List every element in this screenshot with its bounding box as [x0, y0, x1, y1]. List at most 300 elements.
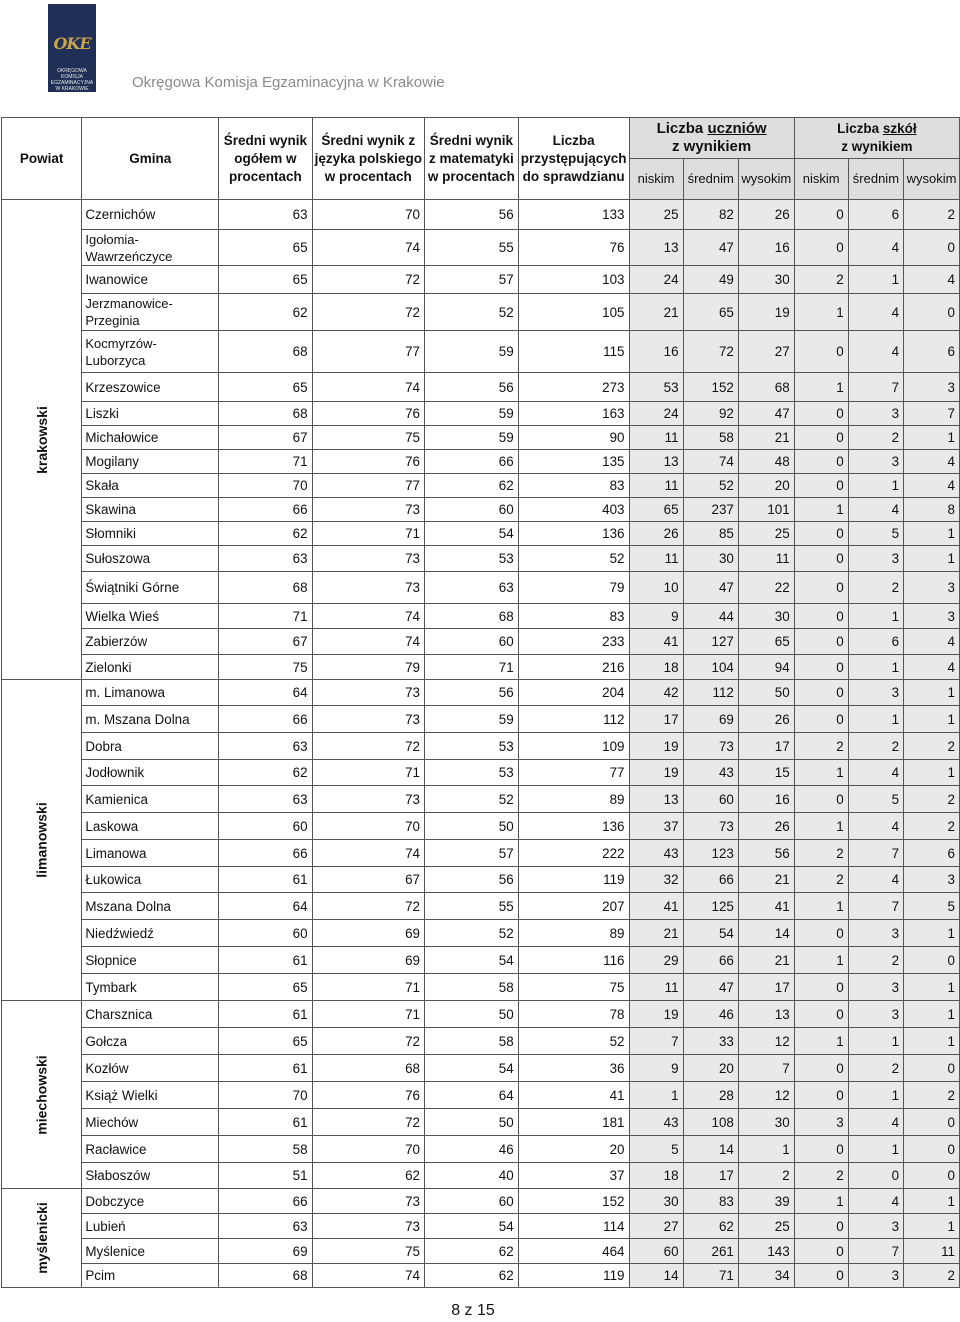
value-cell: 71 [312, 522, 424, 546]
value-cell: 69 [683, 706, 738, 733]
value-cell: 15 [738, 760, 794, 786]
value-cell: 72 [312, 266, 424, 294]
value-cell: 125 [683, 893, 738, 920]
value-cell: 69 [219, 1239, 312, 1264]
table-row [2, 786, 960, 813]
value-cell: 71 [312, 760, 424, 786]
value-cell: 60 [219, 920, 312, 947]
value-cell: 16 [629, 331, 683, 373]
value-cell: 69 [312, 947, 424, 974]
value-cell: 3 [848, 1264, 903, 1288]
value-cell: 3 [848, 450, 903, 474]
value-cell: 216 [518, 655, 629, 680]
value-cell: 136 [518, 813, 629, 840]
value-cell: 0 [794, 1264, 848, 1288]
header-students-group [629, 118, 794, 159]
value-cell: 11 [629, 546, 683, 572]
table-row [2, 629, 960, 655]
value-cell: 68 [738, 373, 794, 402]
value-cell: 34 [738, 1264, 794, 1288]
gmina-name [82, 920, 219, 947]
value-cell: 2 [904, 1264, 960, 1288]
powiat-cell [2, 1001, 82, 1189]
value-cell: 54 [425, 1055, 519, 1082]
value-cell: 72 [312, 1028, 424, 1055]
gmina-name-part: Jerzmanowice- [85, 296, 173, 311]
value-cell: 30 [738, 266, 794, 294]
value-cell: 9 [629, 604, 683, 629]
value-cell: 60 [219, 813, 312, 840]
value-cell: 4 [848, 498, 903, 522]
value-cell: 7 [738, 1055, 794, 1082]
table-row [2, 1264, 960, 1288]
value-cell: 7 [629, 1028, 683, 1055]
value-cell: 48 [738, 450, 794, 474]
value-cell: 2 [904, 733, 960, 760]
gmina-name [82, 840, 219, 867]
value-cell: 11 [738, 546, 794, 572]
value-cell: 5 [848, 522, 903, 546]
value-cell: 12 [738, 1028, 794, 1055]
value-cell: 56 [425, 373, 519, 402]
value-cell: 1 [848, 474, 903, 498]
students-group-underlined: uczniów [707, 120, 767, 137]
gmina-name [82, 706, 219, 733]
value-cell: 119 [518, 1264, 629, 1288]
value-cell: 20 [738, 474, 794, 498]
value-cell: 71 [219, 450, 312, 474]
value-cell: 66 [219, 498, 312, 522]
value-cell: 72 [312, 733, 424, 760]
value-cell: 1 [848, 706, 903, 733]
gmina-name-part: Pcim [85, 1268, 116, 1283]
value-cell: 82 [683, 200, 738, 230]
value-cell: 63 [425, 572, 519, 604]
value-cell: 75 [219, 655, 312, 680]
value-cell: 73 [312, 572, 424, 604]
value-cell: 1 [904, 522, 960, 546]
value-cell: 7 [848, 1239, 903, 1264]
value-cell: 20 [518, 1136, 629, 1163]
value-cell: 65 [219, 230, 312, 266]
value-cell: 1 [904, 680, 960, 706]
value-cell: 1 [904, 1214, 960, 1239]
value-cell: 50 [738, 680, 794, 706]
value-cell: 3 [904, 572, 960, 604]
gmina-name [82, 474, 219, 498]
value-cell: 62 [219, 760, 312, 786]
value-cell: 62 [425, 1239, 519, 1264]
value-cell: 54 [425, 1214, 519, 1239]
value-cell: 2 [848, 572, 903, 604]
value-cell: 59 [425, 402, 519, 426]
gmina-name [82, 450, 219, 474]
gmina-name [82, 1136, 219, 1163]
value-cell: 4 [848, 1189, 903, 1214]
value-cell: 0 [794, 474, 848, 498]
value-cell: 0 [794, 920, 848, 947]
header-schools-group [794, 118, 959, 159]
value-cell: 72 [312, 294, 424, 331]
value-cell: 70 [312, 200, 424, 230]
gmina-name [82, 604, 219, 629]
value-cell: 74 [683, 450, 738, 474]
value-cell: 109 [518, 733, 629, 760]
schools-group-underlined: szkół [882, 121, 917, 136]
value-cell: 0 [794, 706, 848, 733]
gmina-name-part: Igołomia- [85, 231, 139, 247]
value-cell: 75 [518, 974, 629, 1001]
table-row [2, 373, 960, 402]
powiat-cell [2, 1189, 82, 1288]
value-cell: 70 [312, 813, 424, 840]
gmina-name-part: Zabierzów [85, 634, 148, 649]
page-number: 8 z 15 [451, 1302, 495, 1319]
value-cell: 0 [794, 974, 848, 1001]
table-row [2, 522, 960, 546]
value-cell: 0 [904, 1163, 960, 1189]
table-row [2, 604, 960, 629]
table-row [2, 813, 960, 840]
value-cell: 43 [629, 840, 683, 867]
value-cell: 79 [312, 655, 424, 680]
value-cell: 0 [904, 947, 960, 974]
value-cell: 59 [425, 426, 519, 450]
value-cell: 49 [683, 266, 738, 294]
value-cell: 112 [683, 680, 738, 706]
value-cell: 53 [425, 760, 519, 786]
value-cell: 89 [518, 920, 629, 947]
value-cell: 70 [219, 474, 312, 498]
value-cell: 67 [219, 426, 312, 450]
value-cell: 68 [425, 604, 519, 629]
value-cell: 8 [904, 498, 960, 522]
gmina-name-part: Mszana Dolna [85, 898, 171, 914]
value-cell: 65 [219, 974, 312, 1001]
powiat-cell [2, 680, 82, 1001]
value-cell: 50 [425, 813, 519, 840]
value-cell: 73 [312, 498, 424, 522]
value-cell: 0 [794, 402, 848, 426]
value-cell: 33 [683, 1028, 738, 1055]
value-cell: 207 [518, 893, 629, 920]
value-cell: 1 [904, 760, 960, 786]
gmina-name-part: Wielka Wieś [85, 608, 160, 624]
value-cell: 6 [848, 629, 903, 655]
value-cell: 1 [848, 1082, 903, 1109]
value-cell: 14 [738, 920, 794, 947]
value-cell: 7 [848, 840, 903, 867]
value-cell: 75 [312, 1239, 424, 1264]
table-row [2, 655, 960, 680]
value-cell: 3 [794, 1109, 848, 1136]
value-cell: 0 [794, 655, 848, 680]
table-row [2, 1214, 960, 1239]
value-cell: 7 [904, 402, 960, 426]
value-cell: 36 [518, 1055, 629, 1082]
value-cell: 55 [425, 230, 519, 266]
value-cell: 13 [629, 230, 683, 266]
value-cell: 21 [738, 947, 794, 974]
value-cell: 19 [738, 294, 794, 331]
value-cell: 0 [794, 680, 848, 706]
gmina-name-part: Skała [85, 478, 119, 493]
value-cell: 61 [219, 867, 312, 893]
value-cell: 13 [629, 450, 683, 474]
value-cell: 4 [848, 331, 903, 373]
value-cell: 24 [629, 266, 683, 294]
value-cell: 5 [848, 786, 903, 813]
gmina-name [82, 522, 219, 546]
gmina-name-part: Kozłów [85, 1060, 129, 1076]
gmina-name [82, 1001, 219, 1028]
table-row [2, 680, 960, 706]
table-row [2, 474, 960, 498]
value-cell: 0 [794, 230, 848, 266]
value-cell: 61 [219, 947, 312, 974]
gmina-name-part: Luborzyca [85, 352, 146, 368]
value-cell: 22 [738, 572, 794, 604]
value-cell: 1 [794, 294, 848, 331]
value-cell: 83 [518, 474, 629, 498]
gmina-name-part: Mogilany [85, 454, 139, 469]
value-cell: 222 [518, 840, 629, 867]
value-cell: 1 [904, 706, 960, 733]
value-cell: 0 [794, 522, 848, 546]
gmina-name-part: Iwanowice [85, 272, 148, 287]
value-cell: 2 [794, 733, 848, 760]
gmina-name-part: Słomniki [85, 526, 136, 541]
value-cell: 0 [794, 786, 848, 813]
value-cell: 3 [904, 867, 960, 893]
gmina-name [82, 786, 219, 813]
gmina-name-part: Jodłownik [85, 765, 145, 780]
value-cell: 76 [518, 230, 629, 266]
value-cell: 0 [794, 450, 848, 474]
table-row [2, 294, 960, 331]
value-cell: 73 [312, 1189, 424, 1214]
value-cell: 2 [738, 1163, 794, 1189]
value-cell: 26 [738, 813, 794, 840]
value-cell: 4 [904, 655, 960, 680]
value-cell: 0 [794, 331, 848, 373]
gmina-name [82, 680, 219, 706]
value-cell: 19 [629, 733, 683, 760]
organization-name: Okręgowa Komisja Egzaminacyjna w Krakowie [132, 74, 445, 91]
value-cell: 58 [425, 974, 519, 1001]
value-cell: 63 [219, 200, 312, 230]
value-cell: 42 [629, 680, 683, 706]
value-cell: 39 [738, 1189, 794, 1214]
value-cell: 61 [219, 1055, 312, 1082]
table-row [2, 1163, 960, 1189]
value-cell: 41 [738, 893, 794, 920]
value-cell: 1 [794, 760, 848, 786]
value-cell: 1 [794, 893, 848, 920]
value-cell: 73 [312, 680, 424, 706]
value-cell: 1 [904, 426, 960, 450]
value-cell: 47 [738, 402, 794, 426]
value-cell: 4 [848, 867, 903, 893]
gmina-name-part: Dobra [85, 738, 122, 754]
value-cell: 66 [683, 947, 738, 974]
value-cell: 1 [904, 546, 960, 572]
value-cell: 63 [219, 733, 312, 760]
value-cell: 89 [518, 786, 629, 813]
value-cell: 11 [629, 974, 683, 1001]
value-cell: 63 [219, 786, 312, 813]
gmina-name [82, 230, 219, 266]
value-cell: 56 [425, 680, 519, 706]
value-cell: 74 [312, 629, 424, 655]
value-cell: 152 [683, 373, 738, 402]
value-cell: 123 [683, 840, 738, 867]
value-cell: 62 [425, 474, 519, 498]
value-cell: 70 [312, 1136, 424, 1163]
value-cell: 68 [219, 331, 312, 373]
table-row [2, 920, 960, 947]
value-cell: 103 [518, 266, 629, 294]
value-cell: 1 [904, 1001, 960, 1028]
value-cell: 0 [794, 1136, 848, 1163]
header-avg-math: Średni wynik z matematyki w procentach [425, 118, 519, 200]
value-cell: 68 [219, 402, 312, 426]
value-cell: 11 [629, 474, 683, 498]
value-cell: 14 [683, 1136, 738, 1163]
powiat-label: myślenicki [33, 1202, 50, 1274]
value-cell: 83 [683, 1189, 738, 1214]
table-row [2, 402, 960, 426]
gmina-name-part: Zielonki [85, 659, 132, 675]
value-cell: 77 [518, 760, 629, 786]
value-cell: 58 [425, 1028, 519, 1055]
value-cell: 0 [794, 629, 848, 655]
value-cell: 273 [518, 373, 629, 402]
value-cell: 56 [425, 867, 519, 893]
value-cell: 72 [312, 893, 424, 920]
value-cell: 0 [794, 546, 848, 572]
value-cell: 1 [794, 1028, 848, 1055]
table-row [2, 230, 960, 266]
value-cell: 20 [683, 1055, 738, 1082]
value-cell: 64 [425, 1082, 519, 1109]
value-cell: 46 [425, 1136, 519, 1163]
value-cell: 11 [904, 1239, 960, 1264]
value-cell: 9 [629, 1055, 683, 1082]
value-cell: 1 [629, 1082, 683, 1109]
value-cell: 233 [518, 629, 629, 655]
value-cell: 4 [848, 230, 903, 266]
value-cell: 3 [848, 546, 903, 572]
gmina-name [82, 733, 219, 760]
value-cell: 0 [794, 604, 848, 629]
value-cell: 0 [904, 1109, 960, 1136]
value-cell: 71 [312, 974, 424, 1001]
table-row [2, 840, 960, 867]
value-cell: 13 [738, 1001, 794, 1028]
value-cell: 19 [629, 760, 683, 786]
value-cell: 61 [219, 1001, 312, 1028]
value-cell: 53 [425, 546, 519, 572]
value-cell: 62 [219, 522, 312, 546]
value-cell: 17 [683, 1163, 738, 1189]
header-schools-high: wysokim [904, 159, 960, 200]
value-cell: 76 [312, 450, 424, 474]
gmina-name [82, 266, 219, 294]
value-cell: 0 [904, 1055, 960, 1082]
header-gmina: Gmina [82, 118, 219, 200]
gmina-name-part: Krzeszowice [85, 379, 161, 395]
results-table [1, 117, 960, 1288]
value-cell: 1 [848, 655, 903, 680]
header-schools-medium: średnim [848, 159, 903, 200]
gmina-name-part: m. Mszana Dolna [85, 711, 190, 727]
value-cell: 115 [518, 331, 629, 373]
value-cell: 94 [738, 655, 794, 680]
oke-logo [48, 4, 96, 92]
gmina-name-part: Słopnice [85, 952, 137, 968]
value-cell: 76 [312, 1082, 424, 1109]
value-cell: 58 [683, 426, 738, 450]
value-cell: 65 [738, 629, 794, 655]
students-group-prefix: Liczba [656, 120, 708, 137]
schools-group-suffix: z wynikiem [841, 139, 913, 154]
value-cell: 108 [683, 1109, 738, 1136]
value-cell: 52 [425, 920, 519, 947]
table-row [2, 893, 960, 920]
value-cell: 71 [683, 1264, 738, 1288]
powiat-label: krakowski [33, 405, 50, 474]
value-cell: 127 [683, 629, 738, 655]
value-cell: 30 [738, 1109, 794, 1136]
value-cell: 21 [738, 426, 794, 450]
value-cell: 2 [848, 1055, 903, 1082]
value-cell: 403 [518, 498, 629, 522]
value-cell: 53 [629, 373, 683, 402]
value-cell: 52 [425, 786, 519, 813]
value-cell: 14 [629, 1264, 683, 1288]
gmina-name-part: Sułoszowa [85, 551, 151, 566]
value-cell: 7 [848, 893, 903, 920]
value-cell: 17 [738, 974, 794, 1001]
value-cell: 57 [425, 840, 519, 867]
value-cell: 0 [904, 230, 960, 266]
gmina-name-part: Książ Wielki [85, 1087, 158, 1103]
value-cell: 69 [312, 920, 424, 947]
value-cell: 24 [629, 402, 683, 426]
value-cell: 181 [518, 1109, 629, 1136]
value-cell: 3 [848, 1001, 903, 1028]
table-row [2, 1189, 960, 1214]
header-powiat: Powiat [2, 118, 82, 200]
value-cell: 52 [683, 474, 738, 498]
value-cell: 41 [518, 1082, 629, 1109]
value-cell: 0 [904, 1136, 960, 1163]
gmina-name-part: Myślenice [85, 1243, 145, 1259]
gmina-name-part: Niedźwiedź [85, 925, 154, 941]
gmina-name [82, 1189, 219, 1214]
value-cell: 68 [312, 1055, 424, 1082]
value-cell: 104 [683, 655, 738, 680]
logo-mark-icon: OKE [53, 34, 91, 53]
value-cell: 26 [738, 200, 794, 230]
value-cell: 77 [312, 331, 424, 373]
value-cell: 0 [904, 294, 960, 331]
value-cell: 2 [904, 813, 960, 840]
value-cell: 4 [848, 813, 903, 840]
value-cell: 0 [794, 1214, 848, 1239]
table-row [2, 1001, 960, 1028]
